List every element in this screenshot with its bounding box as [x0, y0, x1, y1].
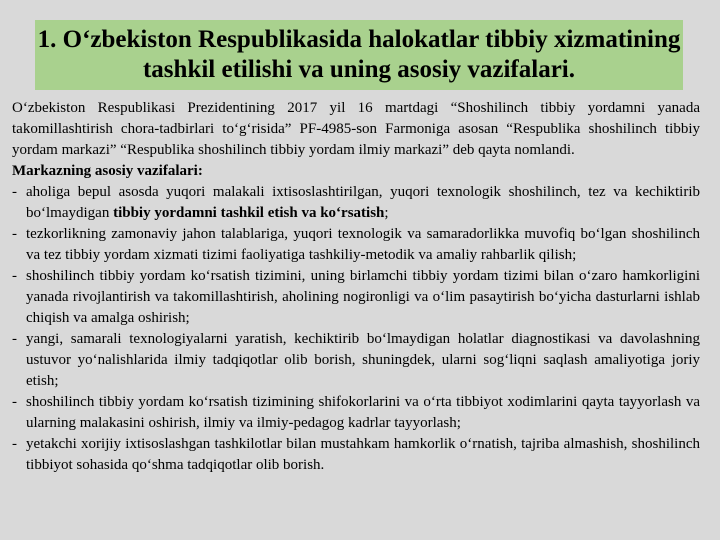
list-dash: - [12, 184, 17, 200]
list-dash: - [12, 226, 17, 242]
task-text: aholiga bepul asosda yuqori malakali ixtisoslashtirilgan, yuqori texnologik shoshilinch, tez va kechiktirib bo‘lmaydigan [26, 184, 700, 221]
task-text: yetakchi xorijiy ixtisoslashgan tashkilotlar bilan mustahkam hamkorlik o‘rnatish, tajriba almashish, shoshilinch tibbiyot sohasida qo‘shma tadqiqotlar olib borish. [26, 436, 700, 473]
tasks-list [12, 182, 700, 476]
task-text: tezkorlikning zamonaviy jahon talablariga, yuqori texnologik va samaradorlikka muvofiq bo‘lgan shoshilinch va tez tibbiy yordam xizmati tizimi faoliyatiga tashkiliy-metodik va amaliy rahbarlik qilish; [26, 226, 700, 263]
task-item [12, 392, 700, 434]
body-text [12, 98, 700, 476]
page-title: 1. O‘zbekiston Respublikasida halokatlar tibbiy xizmatining tashkil etilishi va uning asosiy vazifalari. [37, 26, 681, 83]
task-item [12, 434, 700, 476]
intro-paragraph: O‘zbekiston Respublikasi Prezidentining 2017 yil 16 martdagi “Shoshilinch tibbiy yordamni yanada takomillashtirish chora-tadbirlari to‘g‘risida” PF-4985-son Farmoniga asosan “Respublika shoshilinch tibbiy yordam markazi” “Respublika shoshilinch tibbiy yordam ilmiy markazi” deb qayta nomlandi. [12, 100, 700, 158]
task-item [12, 266, 700, 329]
tasks-heading: Markazning asosiy vazifalari: [12, 163, 203, 179]
title-banner [35, 20, 683, 90]
list-dash: - [12, 436, 17, 452]
list-dash: - [12, 331, 17, 347]
task-text: shoshilinch tibbiy yordam ko‘rsatish tizimini, uning birlamchi tibbiy yordam tizimi bilan o‘zaro hamkorligini yanada rivojlantirish va takomillashtirish, aholining nogironligi va o‘lim pasaytirish bo‘yicha dasturlarni ishlab chiqish va amalga oshirish; [26, 268, 700, 326]
task-item [12, 182, 700, 224]
task-tail: ; [384, 205, 389, 221]
task-text: shoshilinch tibbiy yordam ko‘rsatish tizimining shifokorlarini va o‘rta tibbiyot xodimlarini qayta tayyorlash va ularning malakasini oshirish, ilmiy va ilmiy-pedagog kadrlar tayyorlash; [26, 394, 700, 431]
task-item [12, 329, 700, 392]
task-text: yangi, samarali texnologiyalarni yaratish, kechiktirib bo‘lmaydigan holatlar diagnostikasi va davolashning ustuvor yo‘nalishlarida ilmiy tadqiqotlar olib borish, shuningdek, ularni sog‘liqni saqlash amaliyotiga joriy etish; [26, 331, 700, 389]
task-item [12, 224, 700, 266]
task-bold-text: tibbiy yordamni tashkil etish va ko‘rsatish [113, 205, 385, 221]
list-dash: - [12, 268, 17, 284]
list-dash: - [12, 394, 17, 410]
